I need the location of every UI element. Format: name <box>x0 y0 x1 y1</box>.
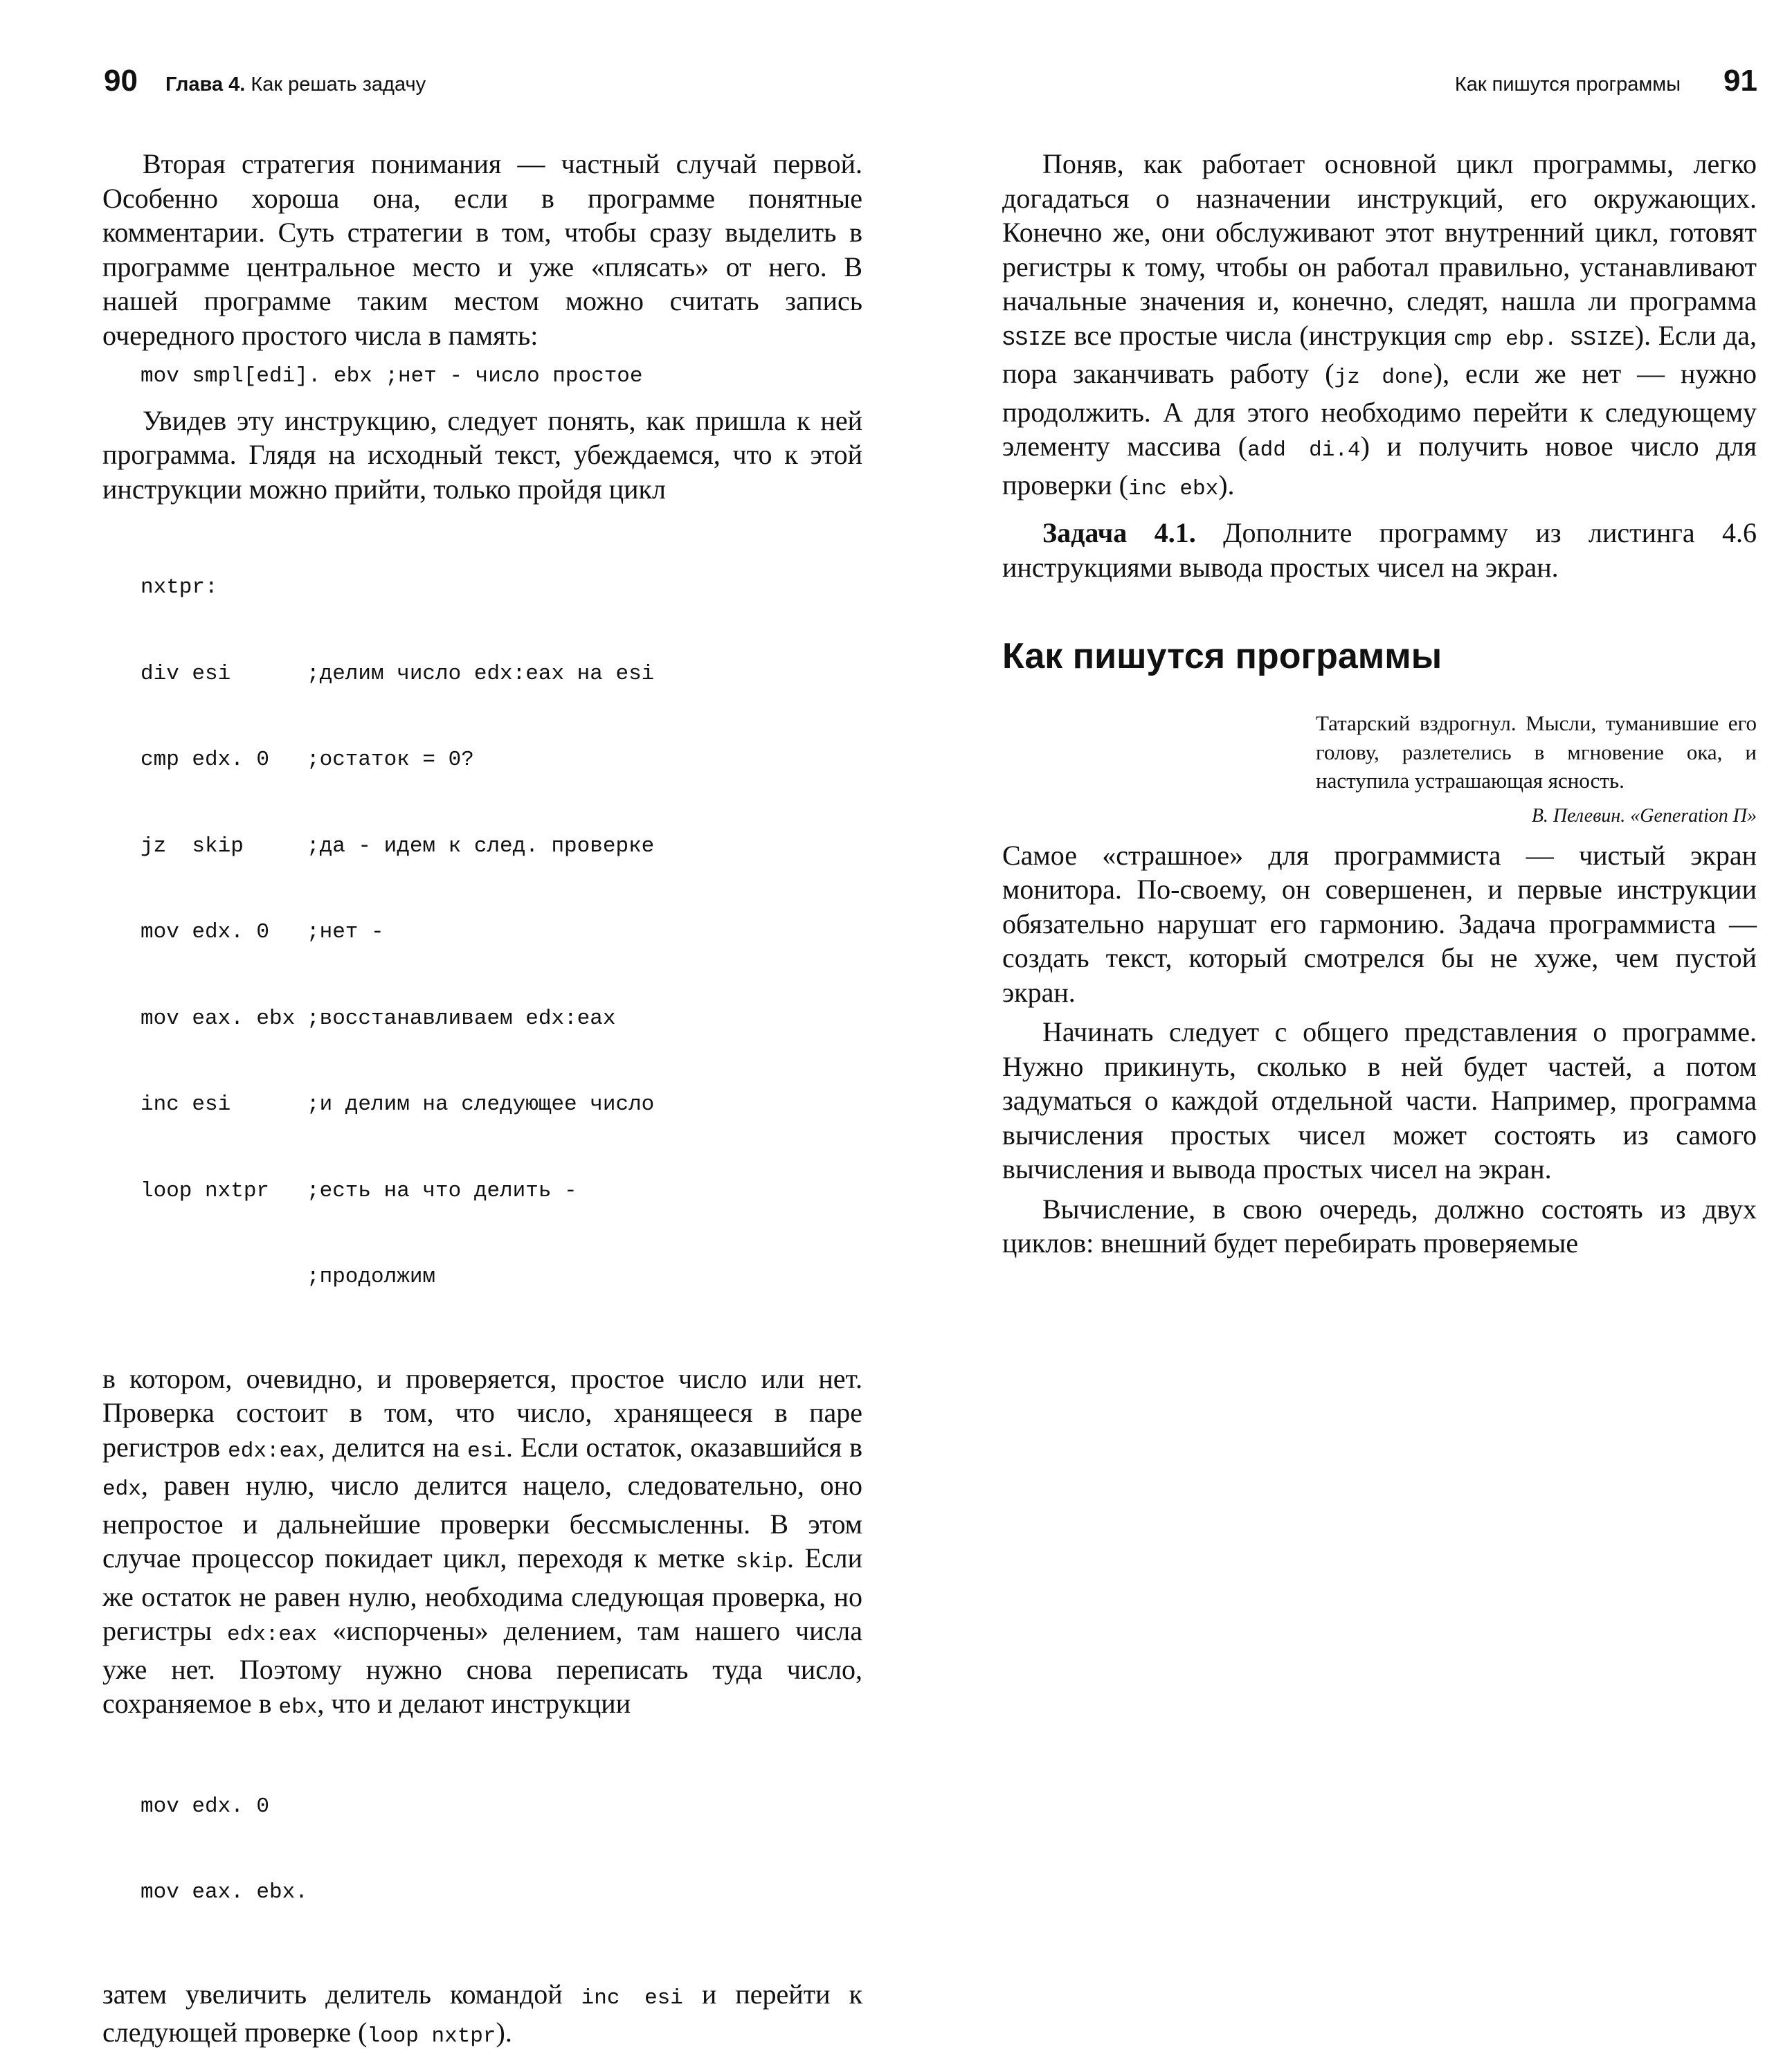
paragraph: Поняв, как работает основной цикл программы, легко догадаться о назначении инструкций, его окружающих. Конечно же, они обслуживают этот внутренний цикл, готовят регистры к тому, чтобы он работал правильно, устанавливают начальные значения и, конечно, следят, нашла ли программа SSIZE все простые числа (инструкция cmp ebp. SSIZE). Если да, пора заканчивать работу (jz done), если же нет — нужно продолжить. А для этого необходимо перейти к следующему элементу массива (add di.4) и получить новое число для проверки (inc ebx). <box>1002 148 1757 501</box>
chapter-title: Как решать задачу <box>251 73 426 96</box>
left-page-header <box>104 64 426 105</box>
paragraph: Начинать следует с общего представления о программе. Нужно прикинуть, сколько в ней будет частей, а потом задуматься о каждой отдельной части. Например, программа вычисления простых чисел может состоять из самого вычисления и вывода простых чисел на экран. <box>1002 1016 1757 1184</box>
page-number: 90 <box>104 64 138 98</box>
task-paragraph: Задача 4.1. Дополните программу из листинга 4.6 инструкциями вывода простых чисел на экран. <box>1002 517 1757 583</box>
code-snippet <box>141 1735 862 1965</box>
running-title: Как пишутся программы <box>1454 73 1681 96</box>
paragraph: Увидев эту инструкцию, следует понять, как пришла к ней программа. Глядя на исходный текст, убеждаемся, что к этой инструкции можно прийти, только пройдя цикл <box>102 404 862 505</box>
right-page-header <box>1455 64 1757 105</box>
code-line: loop nxtpr ;есть на что делить - <box>141 1178 577 1203</box>
section-heading: Как пишутся программы <box>1002 636 1442 676</box>
paragraph: Вторая стратегия понимания — частный случай первой. Особенно хороша она, если в программе понятные комментарии. Суть стратегии в том, чтобы сразу выделить в программе центральное место и уже «плясать» от него. В нашей программе таким местом можно считать запись очередного простого числа в память: <box>102 148 862 351</box>
code-line: mov edx. 0 <box>141 1794 270 1819</box>
epigraph: Татарский вздрогнул. Мысли, туманившие его голову, разлетелись в мгновение ока, и наступила устрашающая ясность. <box>1316 711 1757 793</box>
code-line: inc esi ;и делим на следующее число <box>141 1092 655 1117</box>
code-line: nxtpr: <box>141 575 218 600</box>
page-number: 91 <box>1723 64 1757 98</box>
left-text-column <box>102 147 862 2054</box>
left-page <box>0 0 896 2048</box>
code-listing <box>141 516 862 1349</box>
code-line: div esi ;делим число edx:eax на esi <box>141 661 655 686</box>
code-line: mov edx. 0 ;нет - <box>141 920 384 944</box>
code-line: mov eax. ebx ;восстанавливаем edx:eax <box>141 1006 616 1031</box>
right-page <box>896 0 1792 1492</box>
paragraph: Вычисление, в свою очередь, должно состоять из двух циклов: внешний будет перебирать проверяемые <box>1002 1193 1757 1259</box>
code-line: mov eax. ebx. <box>141 1880 308 1904</box>
chapter-label: Глава 4. <box>165 73 246 96</box>
code-snippet: mov smpl[edi]. ebx ;нет - число простое <box>141 364 643 388</box>
epigraph-author: В. Пелевин. «Generation П» <box>1531 804 1757 827</box>
code-line: cmp edx. 0 ;остаток = 0? <box>141 748 474 772</box>
code-line: jz skip ;да - идем к след. проверке <box>141 834 655 858</box>
code-line: ;продолжим <box>307 1265 436 1289</box>
task-label: Задача 4.1. <box>1042 517 1196 548</box>
paragraph: Самое «страшное» для программиста — чистый экран монитора. По-своему, он совершенен, и первые инструкции обязательно нарушат его гармонию. Задача программиста — создать текст, который смотрелся бы не хуже, чем пустой экран. <box>1002 839 1757 1008</box>
right-text-column <box>1002 147 1757 1261</box>
paragraph: затем увеличить делитель командой inc esi и перейти к следующей проверке (loop nxtpr). <box>102 1978 862 2048</box>
chapter-header <box>165 73 426 96</box>
paragraph: в котором, очевидно, и проверяется, простое число или нет. Проверка состоит в том, что число, хранящееся в паре регистров edx:eax, делится на esi. Если остаток, оказавшийся в edx, равен нулю, число делится нацело, следовательно, оно непростое и дальнейшие проверки бессмысленны. В этом случае процессор покидает цикл, переходя к метке skip. Если же остаток не равен нулю, необходима следующая проверка, но регистры edx:eax «испорчены» делением, там нашего числа уже нет. Поэтому нужно снова переписать туда число, сохраняемое в ebx, что и делают инструкции <box>102 1362 862 1720</box>
